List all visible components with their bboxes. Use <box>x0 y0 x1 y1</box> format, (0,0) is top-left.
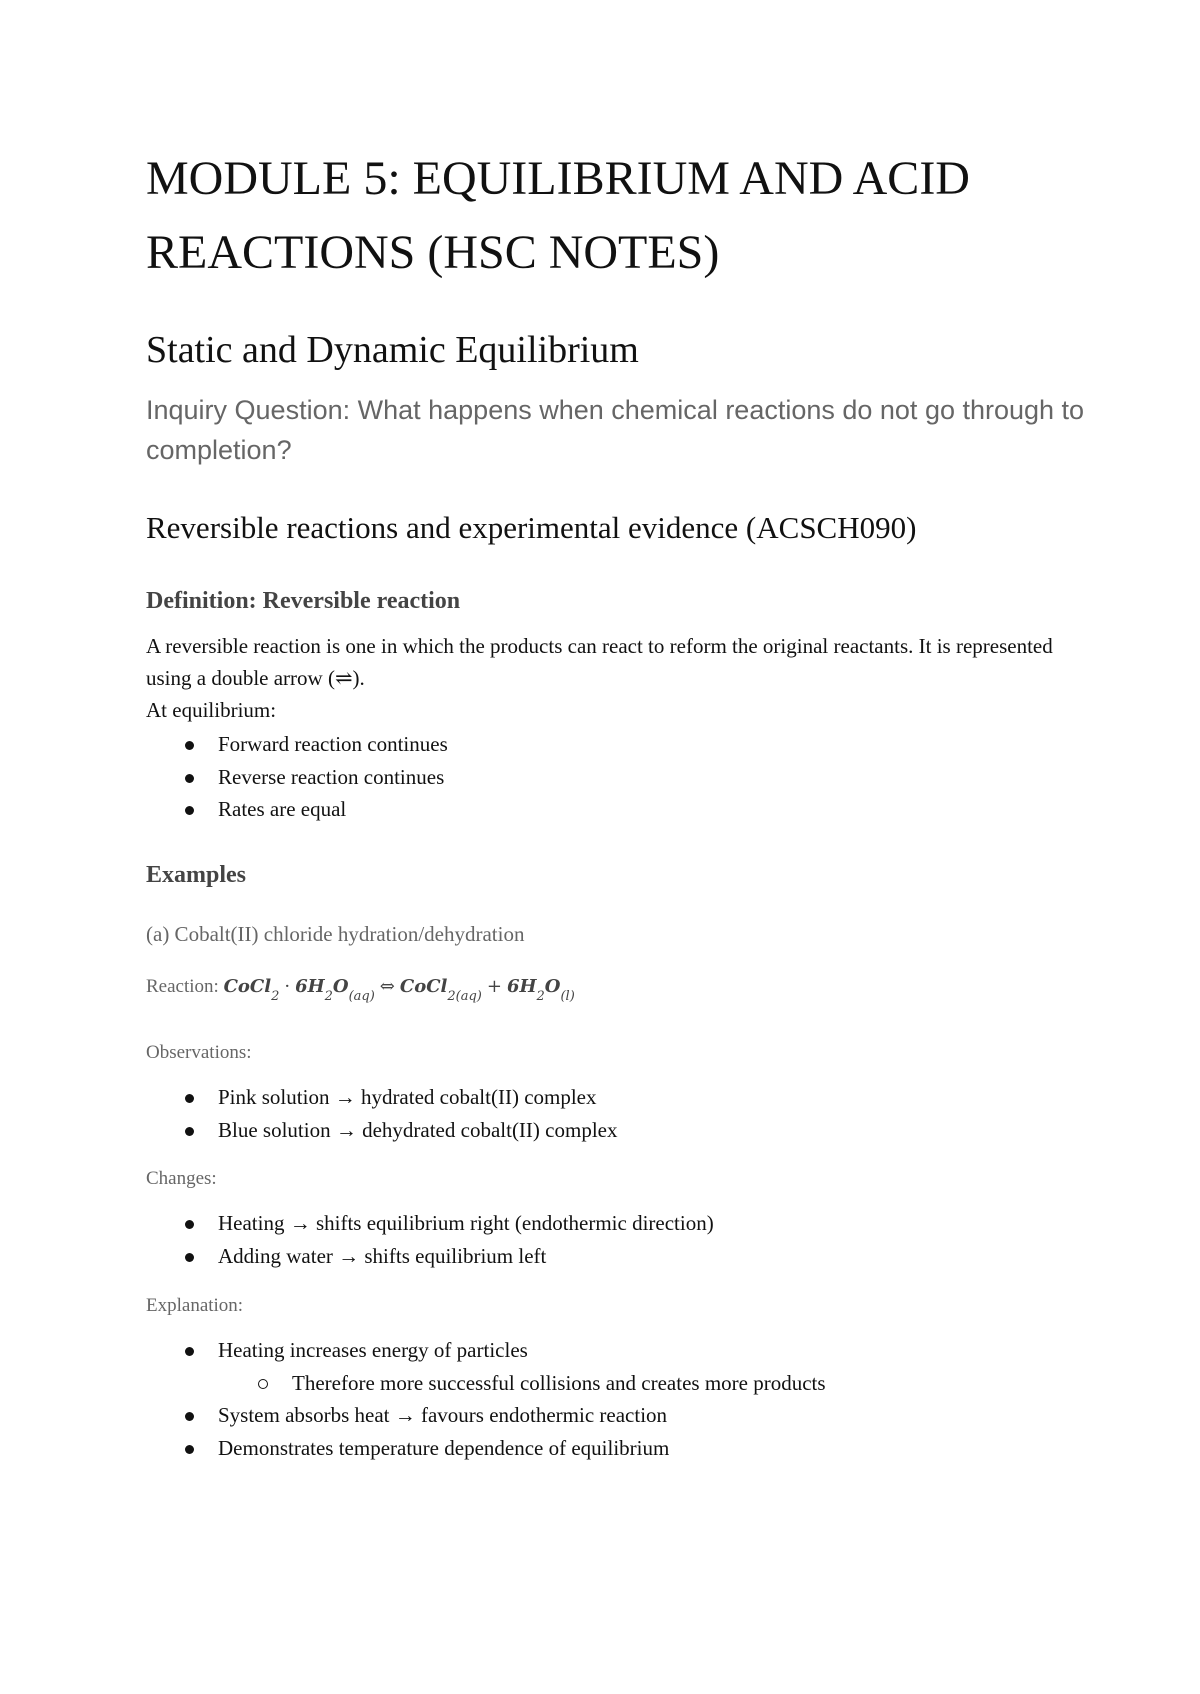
list-item: Reverse reaction continues <box>146 761 448 794</box>
definition-text: A reversible reaction is one in which the products can react to reform the original reactants. It is represented using a double arrow (⇌). <box>146 634 1053 690</box>
bullet-icon <box>185 774 194 783</box>
list-item: Pink solution → hydrated cobalt(II) complex <box>146 1081 617 1114</box>
list-item: Demonstrates temperature dependence of equilibrium <box>146 1432 826 1465</box>
bullet-icon <box>185 741 194 750</box>
reaction-label: Reaction: <box>146 976 224 997</box>
list-item: Rates are equal <box>146 793 448 826</box>
example-a-title: (a) Cobalt(II) chloride hydration/dehydration <box>146 922 525 946</box>
equilibrium-bullet-list <box>146 728 448 826</box>
bullet-icon <box>185 1347 194 1356</box>
hollow-bullet-icon <box>258 1379 268 1389</box>
list-item: Forward reaction continues <box>146 728 448 761</box>
reaction-equation <box>146 976 575 1004</box>
list-item: System absorbs heat → favours endothermic reaction <box>146 1399 826 1432</box>
changes-label: Changes: <box>146 1168 217 1189</box>
subsection-heading: Reversible reactions and experimental evidence (ACSCH090) <box>146 510 917 545</box>
chemical-equation: CoCl$_2$ · $6H_2O_{(aq)}$ ⇔ CoCl$_{2(aq)}$ + $6H_2O_{(l)}$ <box>223 976 575 1004</box>
observations-list <box>146 1081 617 1146</box>
list-item: Heating increases energy of particles <box>146 1334 826 1367</box>
explanation-label: Explanation: <box>146 1295 244 1316</box>
list-item: Heating → shifts equilibrium right (endothermic direction) <box>146 1207 714 1240</box>
list-item: Adding water → shifts equilibrium left <box>146 1240 714 1273</box>
bullet-icon <box>185 1445 194 1454</box>
bullet-icon <box>185 806 194 815</box>
bullet-icon <box>185 1220 194 1229</box>
bullet-icon <box>185 1412 194 1421</box>
list-item-nested: Therefore more successful collisions and creates more products <box>146 1367 826 1400</box>
bullet-icon <box>185 1253 194 1262</box>
document-title: MODULE 5: EQUILIBRIUM AND ACID REACTIONS (HSC NOTES) <box>146 152 970 279</box>
list-item: Blue solution → dehydrated cobalt(II) complex <box>146 1114 617 1147</box>
at-equilibrium-label: At equilibrium: <box>146 698 277 722</box>
changes-list <box>146 1207 714 1272</box>
observations-label: Observations: <box>146 1042 252 1063</box>
definition-heading: Definition: Reversible reaction <box>146 588 461 614</box>
bullet-icon <box>185 1127 194 1136</box>
bullet-icon <box>185 1094 194 1103</box>
inquiry-question: Inquiry Question: What happens when chemical reactions do not go through to completion? <box>146 395 1085 465</box>
examples-heading: Examples <box>146 862 247 888</box>
section-heading: Static and Dynamic Equilibrium <box>146 329 639 371</box>
explanation-list <box>146 1334 826 1464</box>
